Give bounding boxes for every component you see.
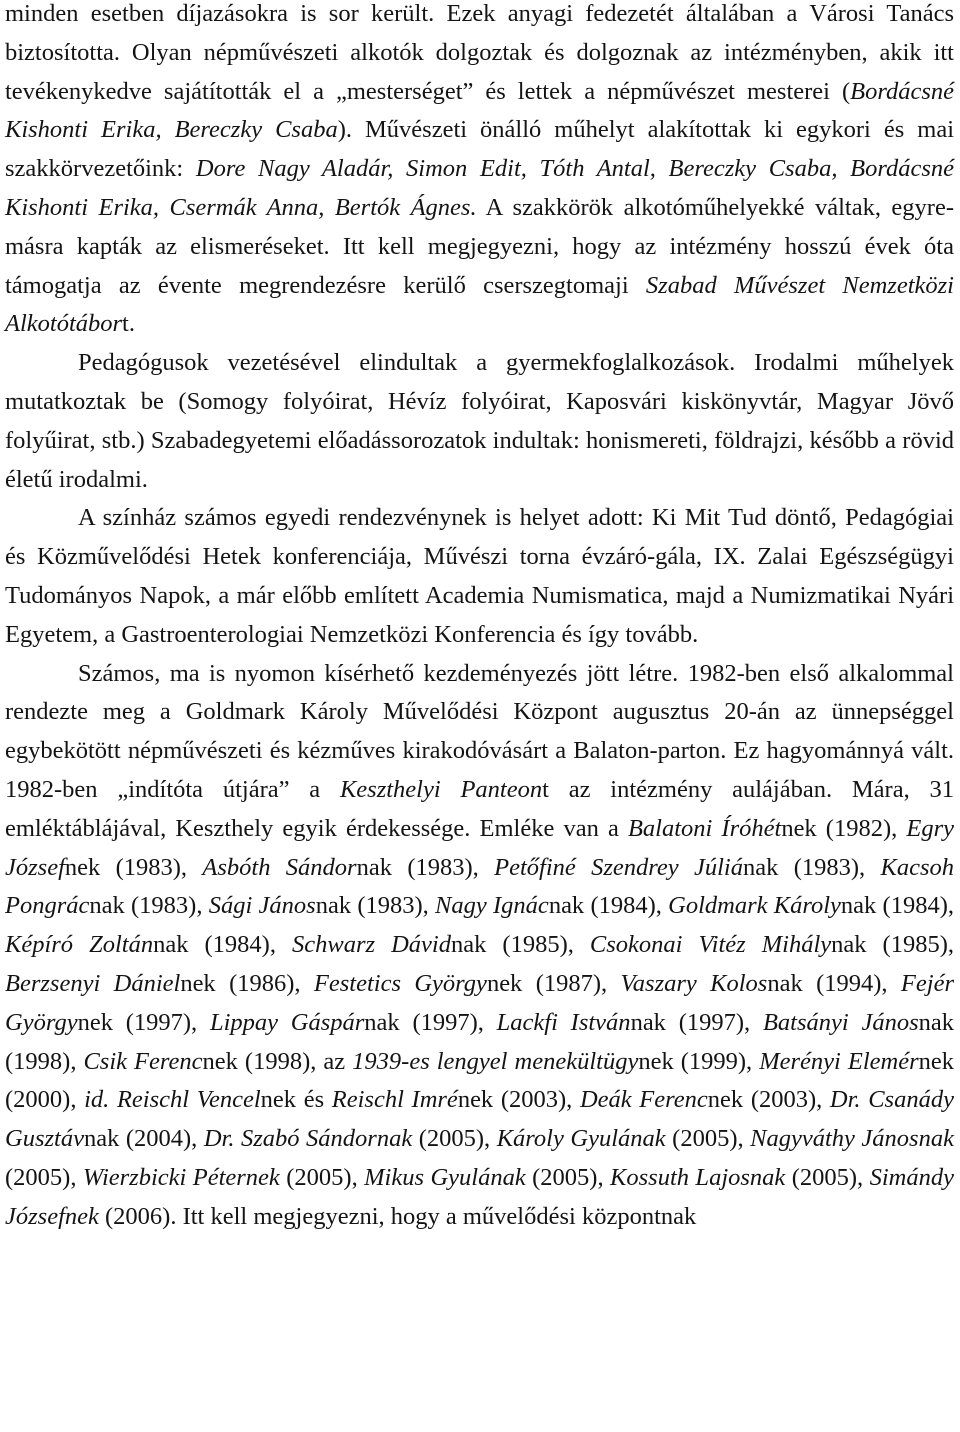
- text-run: nak (1984),: [548, 892, 669, 920]
- italic-text-run: Csokonai Vitéz Mihály: [589, 931, 832, 959]
- italic-text-run: Dr. Csanády Gusztáv: [5, 1086, 954, 1153]
- text-run: nak (1983),: [89, 892, 209, 920]
- text-run: nak (1997),: [630, 1008, 763, 1036]
- text-run: (2005),: [5, 1163, 83, 1191]
- italic-text-run: Nagy Ignác: [435, 892, 549, 920]
- text-run: nak (1984),: [840, 892, 954, 920]
- paragraph: [5, 344, 954, 499]
- text-run: (2005),: [665, 1125, 751, 1153]
- text-run: A szakkörök alkotóműhelyekké váltak, egyre-másra kapták az elismeréseket. Itt kell megjegyezni, hogy az intézmény hosszú évek óta támogatja az évente megrendezésre kerülő cserszegtomaji: [5, 193, 954, 299]
- paragraph: [5, 655, 954, 1237]
- text-run: (2006). Itt kell megjegyezni, hogy a művelődési központnak: [98, 1202, 697, 1230]
- italic-text-run: Schwarz Dávid: [292, 931, 451, 959]
- text-run: ). Művészeti önálló műhelyt alakítottak ki egykori és mai szakkörvezetőink:: [5, 116, 954, 183]
- text-run: nak (1998),: [5, 1008, 954, 1075]
- text-run: Számos, ma is nyomon kísérhető kezdeményezés jött létre. 1982-ben első alkalommal rendezte meg a Goldmark Károly Művelődési Központ augusztus 20-án az ünnepséggel egybekötött népművészeti és kézműves kirakodóvásárt a Balaton-parton. Ez hagyománnyá vált. 1982-ben „indítóta útjára” a: [5, 659, 954, 803]
- text-run: nak (1984),: [153, 931, 293, 959]
- text-run: Pedagógusok vezetésével elindultak a gyermekfoglalkozások. Irodalmi műhelyek mutatkoztak be (Somogy folyóirat, Hévíz folyóirat, Kaposvári kiskönyvtár, Magyar Jövő folyűirat, stb.) Szabadegyetemi előadássorozatok indultak: honismereti, földrajzi, később a rövid életű irodalmi.: [5, 349, 954, 493]
- text-run: nak (1994),: [767, 969, 901, 997]
- text-run: (2005),: [412, 1125, 497, 1153]
- text-run: A színház számos egyedi rendezvénynek is helyet adott: Ki Mit Tud döntő, Pedagógiai és Közművelődési Hetek konferenciája, Művészi torna évzáró-gála, IX. Zalai Egészségügyi Tudományos Napok, a már előbb említett Academia Numismatica, majd a Numizmatikai Nyári Egyetem, a Gastroenterologiai Nemzetközi Konferencia és így tovább.: [5, 504, 954, 648]
- text-run: t.: [122, 310, 135, 338]
- italic-text-run: Wierzbicki Péternek: [82, 1163, 280, 1191]
- italic-text-run: Egry József: [5, 814, 954, 881]
- text-run: nek (2000),: [5, 1047, 954, 1114]
- italic-text-run: Keszthelyi Panteon: [339, 775, 543, 803]
- italic-text-run: Mikus Gyulának: [364, 1163, 526, 1191]
- text-run: (2005),: [785, 1163, 870, 1191]
- text-run: nek (1986),: [180, 969, 314, 997]
- text-run: nek (1998), az: [202, 1047, 353, 1075]
- text-run: nek (1987),: [486, 969, 621, 997]
- text-run: (2005),: [525, 1163, 611, 1191]
- text-run: nek (1999),: [638, 1047, 760, 1075]
- italic-text-run: Petőfiné Szendrey Júliá: [494, 853, 743, 881]
- text-run: nak (1985),: [831, 931, 954, 959]
- italic-text-run: Simándy Józsefnek: [5, 1163, 954, 1230]
- text-run: nek (1982),: [781, 814, 907, 842]
- italic-text-run: Reischl Imré: [331, 1086, 458, 1114]
- italic-text-run: Dore Nagy Aladár, Simon Edit, Tóth Antal, Bereczky Csaba, Bordácsné Kishonti Erika, Csermák Anna, Bertók Ágnes.: [5, 155, 954, 221]
- italic-text-run: Sági János: [208, 892, 316, 920]
- italic-text-run: Balatoni Íróhét: [627, 814, 782, 842]
- text-run: (2005),: [279, 1163, 365, 1191]
- text-run: nek (1983),: [64, 853, 203, 881]
- text-run: t az intézmény aulájában. Mára, 31 emléktáblájával, Keszthely egyik érdekessége. Emléke van a: [5, 775, 955, 842]
- italic-text-run: Csik Ferenc: [83, 1047, 203, 1075]
- text-run: nak (1997),: [364, 1008, 497, 1036]
- text-run: nak (1983),: [315, 892, 436, 920]
- italic-text-run: Bordácsné Kishonti Erika, Bereczky Csaba: [5, 77, 954, 144]
- paragraph: [5, 0, 954, 344]
- document-body: [5, 0, 954, 1237]
- italic-text-run: Fejér György: [5, 969, 954, 1036]
- italic-text-run: Vaszary Kolos: [620, 969, 768, 997]
- text-run: nak (1985),: [450, 931, 590, 959]
- text-run: nek (2003),: [707, 1086, 830, 1114]
- italic-text-run: Goldmark Károly: [668, 892, 841, 920]
- italic-text-run: Festetics György: [313, 969, 487, 997]
- text-run: nak (2004),: [83, 1125, 204, 1153]
- italic-text-run: Nagyváthy Jánosnak: [750, 1125, 954, 1153]
- italic-text-run: 1939-es lengyel menekültügy: [352, 1047, 639, 1075]
- italic-text-run: Dr. Szabó Sándornak: [203, 1125, 413, 1153]
- italic-text-run: Berzsenyi Dániel: [5, 969, 181, 997]
- italic-text-run: Merényi Elemér: [759, 1047, 919, 1075]
- italic-text-run: Szabad Művészet Nemzetközi Alkotótábor: [5, 271, 954, 338]
- italic-text-run: Asbóth Sándor: [202, 853, 357, 881]
- italic-text-run: Kacsoh Pongrác: [5, 853, 954, 920]
- italic-text-run: Kossuth Lajosnak: [610, 1163, 786, 1191]
- text-run: minden esetben díjazásokra is sor került. Ezek anyagi fedezetét általában a Városi Tanács biztosította. Olyan népművészeti alkotók dolgoztak és dolgoznak az intézményben, akik itt tevékenykedve sajátították el a „mesterséget” és lettek a népművészet mesterei (: [5, 0, 954, 105]
- italic-text-run: Lackfi István: [496, 1008, 631, 1036]
- text-run: nak (1983),: [742, 853, 881, 881]
- italic-text-run: Lippay Gáspár: [209, 1008, 365, 1036]
- paragraph: [5, 499, 954, 654]
- text-run: nak (1983),: [356, 853, 495, 881]
- italic-text-run: Batsányi János: [762, 1008, 919, 1036]
- italic-text-run: Képíró Zoltán: [5, 931, 154, 959]
- italic-text-run: Károly Gyulának: [496, 1125, 666, 1153]
- italic-text-run: Deák Ferenc: [579, 1086, 708, 1114]
- italic-text-run: id. Reischl Vencel: [84, 1086, 261, 1114]
- text-run: nek (2003),: [457, 1086, 580, 1114]
- text-run: nek és: [260, 1086, 332, 1114]
- text-run: nek (1997),: [77, 1008, 210, 1036]
